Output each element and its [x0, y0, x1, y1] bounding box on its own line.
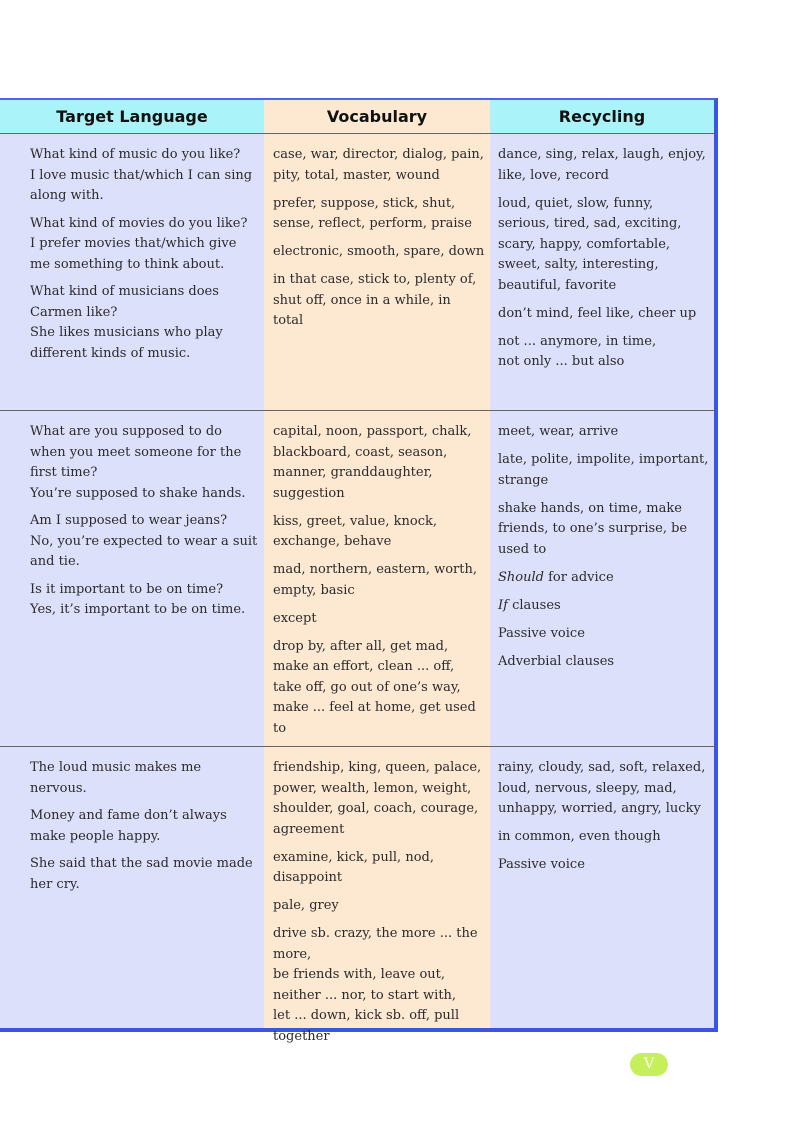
target-language-item: What kind of movies do you like? I prefer movies that/which give me something to think about.: [30, 215, 248, 272]
header-divider: [0, 133, 714, 134]
vocabulary-item: kiss, greet, value, knock, exchange, behave: [273, 513, 438, 549]
header-target-language: Target Language: [0, 100, 264, 133]
target-language-item: Is it important to be on time? Yes, it’s important to be on time.: [30, 581, 246, 617]
target-language-item: What kind of musicians does Carmen like? She likes musicians who play different kinds of music.: [30, 284, 223, 361]
vocabulary-item: mad, northern, eastern, worth, empty, basic: [273, 562, 478, 598]
header-recycling: Recycling: [490, 100, 714, 133]
recycling-item: in common, even though: [498, 829, 661, 844]
vocabulary-item: friendship, king, queen, palace, power, wealth, lemon, weight, shoulder, goal, coach, courage, agreement: [273, 760, 482, 837]
target-language-item: Am I supposed to wear jeans? No, you’re expected to wear a suit and tie.: [30, 513, 258, 569]
recycling-italic-term: Should: [498, 569, 544, 585]
recycling-item: not ... anymore, in time, not only ... but also: [498, 333, 657, 369]
row-2-vocabulary: [273, 422, 485, 747]
recycling-item: rainy, cloudy, sad, soft, relaxed, loud, nervous, sleepy, mad, unhappy, worried, angry, lucky: [498, 760, 706, 816]
target-language-item: Money and fame don’t always make people happy.: [30, 808, 227, 844]
recycling-item: [498, 596, 710, 617]
vocabulary-item: drop by, after all, get mad, make an effort, clean ... off, take off, go out of one’s way, make ... feel at home, get used to: [273, 638, 476, 736]
row-3-recycling: [498, 758, 710, 883]
target-language-item: What kind of music do you like? I love music that/which I can sing along with.: [30, 147, 253, 203]
recycling-term-rest: clauses: [507, 597, 561, 613]
row-divider-1: [0, 410, 714, 411]
vocabulary-item: electronic, smooth, spare, down: [273, 244, 485, 259]
row-1-recycling: [498, 145, 710, 380]
header-vocabulary: Vocabulary: [264, 100, 490, 133]
vocabulary-item: examine, kick, pull, nod, disappoint: [273, 849, 434, 885]
recycling-term-rest: for advice: [543, 569, 614, 585]
recycling-item: Adverbial clauses: [498, 653, 615, 669]
row-1-target-language: [30, 145, 258, 371]
target-language-item: She said that the sad movie made her cry.: [30, 856, 253, 892]
vocabulary-item: except: [273, 610, 317, 626]
recycling-item: loud, quiet, slow, funny, serious, tired, sad, exciting, scary, happy, comfortable, sweet, salty, interesting, beautiful, favorite: [498, 195, 682, 293]
syllabus-table: [0, 98, 718, 1044]
row-3-target-language: [30, 758, 258, 902]
vocabulary-item: pale, grey: [273, 898, 339, 913]
recycling-item: don’t mind, feel like, cheer up: [498, 305, 697, 321]
recycling-item: [498, 568, 710, 589]
recycling-item: late, polite, impolite, important, strange: [498, 452, 709, 488]
row-3-vocabulary: [273, 758, 485, 1055]
target-language-item: What are you supposed to do when you meet someone for the first time? You’re supposed to shake hands.: [30, 424, 246, 501]
recycling-item: shake hands, on time, make friends, to one’s surprise, be used to: [498, 500, 688, 557]
row-1-vocabulary: [273, 145, 485, 339]
row-2-recycling: [498, 422, 710, 680]
vocabulary-item: in that case, stick to, plenty of, shut off, once in a while, in total: [273, 272, 477, 328]
recycling-item: Passive voice: [498, 857, 585, 872]
recycling-item: Passive voice: [498, 625, 585, 641]
vocabulary-item: drive sb. crazy, the more ... the more, be friends with, leave out, neither ... nor, to start with, let ... down, kick sb. off, pull together: [273, 926, 478, 1044]
page-number-badge: V: [630, 1053, 668, 1076]
vocabulary-item: capital, noon, passport, chalk, blackboard, coast, season, manner, granddaughter, suggestion: [273, 424, 472, 501]
recycling-item: meet, wear, arrive: [498, 424, 619, 439]
vocabulary-item: prefer, suppose, stick, shut, sense, reflect, perform, praise: [273, 195, 472, 231]
row-2-target-language: [30, 422, 258, 628]
recycling-italic-term: If: [498, 597, 508, 613]
target-language-item: The loud music makes me nervous.: [30, 760, 202, 796]
table-header: [0, 100, 714, 133]
vocabulary-item: case, war, director, dialog, pain, pity, total, master, wound: [273, 147, 484, 183]
recycling-item: dance, sing, relax, laugh, enjoy, like, love, record: [498, 147, 706, 183]
